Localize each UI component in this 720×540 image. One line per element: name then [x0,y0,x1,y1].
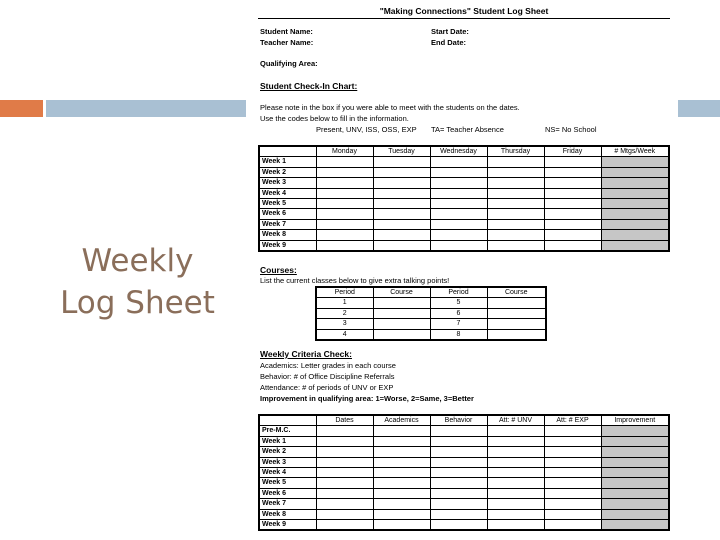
criteria-entry-cell[interactable] [373,478,430,488]
criteria-entry-cell[interactable] [373,499,430,509]
table-row [316,298,546,308]
criteria-entry-cell[interactable] [430,436,487,446]
course-period-cell: 1 [316,298,373,308]
table-row [259,219,669,229]
criteria-entry-cell[interactable] [544,478,601,488]
checkin-entry-cell[interactable] [601,219,669,229]
criteria-behavior: Behavior: # of Office Discipline Referrals [260,372,395,381]
checkin-entry-cell[interactable] [430,178,487,188]
course-entry-cell[interactable] [487,329,546,340]
checkin-entry-cell[interactable] [373,199,430,209]
criteria-header-cell: Academics [373,415,430,426]
checkin-row-label: Week 7 [259,219,316,229]
checkin-header-cell: Monday [316,146,373,157]
checkin-entry-cell[interactable] [544,178,601,188]
criteria-entry-cell[interactable] [487,509,544,519]
criteria-entry-cell[interactable] [487,478,544,488]
criteria-entry-cell[interactable] [544,468,601,478]
criteria-entry-cell[interactable] [601,457,669,467]
checkin-entry-cell[interactable] [544,199,601,209]
criteria-entry-cell[interactable] [373,509,430,519]
code-no-school: NS= No School [545,125,597,134]
criteria-entry-cell[interactable] [373,447,430,457]
checkin-entry-cell[interactable] [373,209,430,219]
criteria-entry-cell[interactable] [601,478,669,488]
criteria-entry-cell[interactable] [487,447,544,457]
course-period-cell: 4 [316,329,373,340]
student-name-label: Student Name: [260,27,313,36]
criteria-entry-cell[interactable] [544,520,601,531]
checkin-entry-cell[interactable] [601,240,669,251]
qualifying-area-label: Qualifying Area: [260,59,318,68]
table-row [259,230,669,240]
criteria-entry-cell[interactable] [601,509,669,519]
slide-title [40,240,235,324]
table-row [259,509,669,519]
course-period-cell: 2 [316,308,373,318]
table-row [259,468,669,478]
criteria-entry-cell[interactable] [601,499,669,509]
checkin-heading: Student Check-In Chart: [260,81,358,91]
checkin-row-label: Week 8 [259,230,316,240]
criteria-entry-cell[interactable] [373,468,430,478]
checkin-entry-cell[interactable] [316,230,373,240]
table-row [259,240,669,251]
criteria-row-label: Week 5 [259,478,316,488]
course-period-cell: 3 [316,319,373,329]
criteria-entry-cell[interactable] [487,457,544,467]
checkin-entry-cell[interactable] [487,188,544,198]
checkin-entry-cell[interactable] [316,157,373,167]
checkin-entry-cell[interactable] [430,209,487,219]
criteria-entry-cell[interactable] [430,520,487,531]
table-row [259,499,669,509]
checkin-note-2: Use the codes below to fill in the information. [260,114,409,123]
criteria-entry-cell[interactable] [430,499,487,509]
checkin-entry-cell[interactable] [316,199,373,209]
checkin-entry-cell[interactable] [430,230,487,240]
checkin-note-1: Please note in the box if you were able to meet with the students on the dates. [260,103,520,112]
courses-note: List the current classes below to give extra talking points! [260,276,450,285]
criteria-header-cell: Behavior [430,415,487,426]
checkin-entry-cell[interactable] [316,209,373,219]
criteria-header-cell: Att: # UNV [487,415,544,426]
criteria-row-label: Week 6 [259,488,316,498]
slide-title-line1: Weekly [81,243,194,279]
criteria-entry-cell[interactable] [373,457,430,467]
table-row [316,308,546,318]
table-row [259,167,669,177]
table-row [259,426,669,436]
criteria-entry-cell[interactable] [487,488,544,498]
checkin-entry-cell[interactable] [601,209,669,219]
checkin-entry-cell[interactable] [430,199,487,209]
criteria-entry-cell[interactable] [373,426,430,436]
criteria-entry-cell[interactable] [544,436,601,446]
checkin-row-label: Week 3 [259,178,316,188]
checkin-entry-cell[interactable] [373,178,430,188]
checkin-table [258,145,670,252]
checkin-entry-cell[interactable] [544,167,601,177]
criteria-entry-cell[interactable] [316,436,373,446]
criteria-entry-cell[interactable] [316,520,373,531]
checkin-entry-cell[interactable] [544,240,601,251]
title-rule [258,18,670,19]
course-period-cell: 5 [430,298,487,308]
criteria-row-label: Week 1 [259,436,316,446]
courses-header-cell: Period [316,287,373,298]
criteria-row-label: Week 2 [259,447,316,457]
checkin-entry-cell[interactable] [430,240,487,251]
criteria-entry-cell[interactable] [487,426,544,436]
table-row [259,478,669,488]
checkin-entry-cell[interactable] [544,188,601,198]
criteria-entry-cell[interactable] [430,447,487,457]
criteria-entry-cell[interactable] [544,509,601,519]
checkin-header-cell: # Mtgs/Week [601,146,669,157]
criteria-entry-cell[interactable] [487,436,544,446]
checkin-entry-cell[interactable] [316,167,373,177]
checkin-entry-cell[interactable] [373,157,430,167]
checkin-row-label: Week 1 [259,157,316,167]
checkin-entry-cell[interactable] [601,199,669,209]
checkin-row-label: Week 5 [259,199,316,209]
criteria-entry-cell[interactable] [316,468,373,478]
criteria-entry-cell[interactable] [487,520,544,531]
checkin-entry-cell[interactable] [487,219,544,229]
course-entry-cell[interactable] [487,308,546,318]
checkin-header-row [259,146,669,157]
checkin-row-label: Week 6 [259,209,316,219]
criteria-entry-cell[interactable] [601,426,669,436]
end-date-label: End Date: [431,38,467,47]
checkin-entry-cell[interactable] [601,167,669,177]
criteria-entry-cell[interactable] [544,457,601,467]
table-row [259,178,669,188]
checkin-entry-cell[interactable] [316,240,373,251]
course-period-cell: 7 [430,319,487,329]
slide-title-line2: Log Sheet [60,285,215,321]
criteria-row-label: Week 7 [259,499,316,509]
courses-header-cell: Course [487,287,546,298]
criteria-entry-cell[interactable] [316,426,373,436]
checkin-entry-cell[interactable] [544,230,601,240]
criteria-entry-cell[interactable] [373,520,430,531]
criteria-entry-cell[interactable] [316,488,373,498]
checkin-entry-cell[interactable] [373,219,430,229]
checkin-entry-cell[interactable] [430,167,487,177]
courses-header-cell: Course [373,287,430,298]
criteria-row-label: Week 8 [259,509,316,519]
checkin-entry-cell[interactable] [487,230,544,240]
checkin-entry-cell[interactable] [430,219,487,229]
criteria-entry-cell[interactable] [316,447,373,457]
criteria-entry-cell[interactable] [544,447,601,457]
accent-bar-blue-right [678,100,720,117]
checkin-entry-cell[interactable] [487,157,544,167]
checkin-entry-cell[interactable] [316,219,373,229]
criteria-entry-cell[interactable] [430,468,487,478]
checkin-entry-cell[interactable] [487,199,544,209]
checkin-entry-cell[interactable] [487,178,544,188]
code-present: Present, UNV, ISS, OSS, EXP [316,125,417,134]
criteria-entry-cell[interactable] [601,488,669,498]
criteria-heading: Weekly Criteria Check: [260,349,352,359]
criteria-header-cell: Att: # EXP [544,415,601,426]
criteria-entry-cell[interactable] [601,436,669,446]
checkin-entry-cell[interactable] [601,157,669,167]
teacher-name-label: Teacher Name: [260,38,314,47]
criteria-row-label: Week 4 [259,468,316,478]
course-entry-cell[interactable] [487,298,546,308]
checkin-entry-cell[interactable] [373,188,430,198]
checkin-header-cell [259,146,316,157]
criteria-entry-cell[interactable] [316,478,373,488]
criteria-header-row [259,415,669,426]
criteria-header-cell [259,415,316,426]
table-row [259,157,669,167]
checkin-header-cell: Friday [544,146,601,157]
checkin-header-cell: Wednesday [430,146,487,157]
checkin-entry-cell[interactable] [544,157,601,167]
criteria-table [258,414,670,531]
criteria-entry-cell[interactable] [430,478,487,488]
table-row [259,209,669,219]
criteria-entry-cell[interactable] [430,488,487,498]
criteria-entry-cell[interactable] [601,447,669,457]
checkin-entry-cell[interactable] [430,157,487,167]
criteria-entry-cell[interactable] [487,468,544,478]
criteria-improvement: Improvement in qualifying area: 1=Worse, 2=Same, 3=Better [260,394,474,403]
table-row [259,436,669,446]
criteria-entry-cell[interactable] [430,457,487,467]
checkin-row-label: Week 2 [259,167,316,177]
criteria-row-label: Week 3 [259,457,316,467]
criteria-entry-cell[interactable] [316,509,373,519]
course-entry-cell[interactable] [373,308,430,318]
accent-bar-blue-left [46,100,246,117]
courses-heading: Courses: [260,265,297,275]
criteria-academics: Academics: Letter grades in each course [260,361,396,370]
checkin-entry-cell[interactable] [601,178,669,188]
checkin-entry-cell[interactable] [316,178,373,188]
checkin-entry-cell[interactable] [373,167,430,177]
course-period-cell: 6 [430,308,487,318]
course-entry-cell[interactable] [373,319,430,329]
table-row [259,488,669,498]
checkin-header-cell: Thursday [487,146,544,157]
courses-table [315,286,547,341]
criteria-header-cell: Dates [316,415,373,426]
table-row [259,520,669,531]
criteria-header-cell: Improvement [601,415,669,426]
courses-header-cell: Period [430,287,487,298]
table-row [259,188,669,198]
table-row [316,329,546,340]
criteria-entry-cell[interactable] [373,488,430,498]
checkin-entry-cell[interactable] [487,240,544,251]
course-entry-cell[interactable] [373,298,430,308]
checkin-entry-cell[interactable] [601,230,669,240]
start-date-label: Start Date: [431,27,469,36]
checkin-entry-cell[interactable] [544,209,601,219]
checkin-entry-cell[interactable] [316,188,373,198]
checkin-entry-cell[interactable] [373,230,430,240]
table-row [259,447,669,457]
criteria-entry-cell[interactable] [316,499,373,509]
criteria-entry-cell[interactable] [601,468,669,478]
criteria-row-label: Week 9 [259,520,316,531]
criteria-entry-cell[interactable] [430,509,487,519]
table-row [316,319,546,329]
checkin-row-label: Week 9 [259,240,316,251]
criteria-entry-cell[interactable] [430,426,487,436]
criteria-entry-cell[interactable] [316,457,373,467]
checkin-entry-cell[interactable] [487,209,544,219]
table-row [259,199,669,209]
accent-bar-orange [0,100,43,117]
courses-header-row [316,287,546,298]
course-entry-cell[interactable] [373,329,430,340]
course-period-cell: 8 [430,329,487,340]
criteria-entry-cell[interactable] [373,436,430,446]
checkin-entry-cell[interactable] [601,188,669,198]
criteria-entry-cell[interactable] [544,488,601,498]
document-title: "Making Connections" Student Log Sheet [379,6,549,16]
criteria-entry-cell[interactable] [544,426,601,436]
checkin-entry-cell[interactable] [430,188,487,198]
checkin-entry-cell[interactable] [487,167,544,177]
checkin-entry-cell[interactable] [544,219,601,229]
checkin-header-cell: Tuesday [373,146,430,157]
criteria-entry-cell[interactable] [601,520,669,531]
criteria-row-label: Pre-M.C. [259,426,316,436]
course-entry-cell[interactable] [487,319,546,329]
criteria-attendance: Attendance: # of periods of UNV or EXP [260,383,394,392]
checkin-entry-cell[interactable] [373,240,430,251]
table-row [259,457,669,467]
criteria-entry-cell[interactable] [544,499,601,509]
code-teacher-absence: TA= Teacher Absence [431,125,504,134]
checkin-row-label: Week 4 [259,188,316,198]
criteria-entry-cell[interactable] [487,499,544,509]
